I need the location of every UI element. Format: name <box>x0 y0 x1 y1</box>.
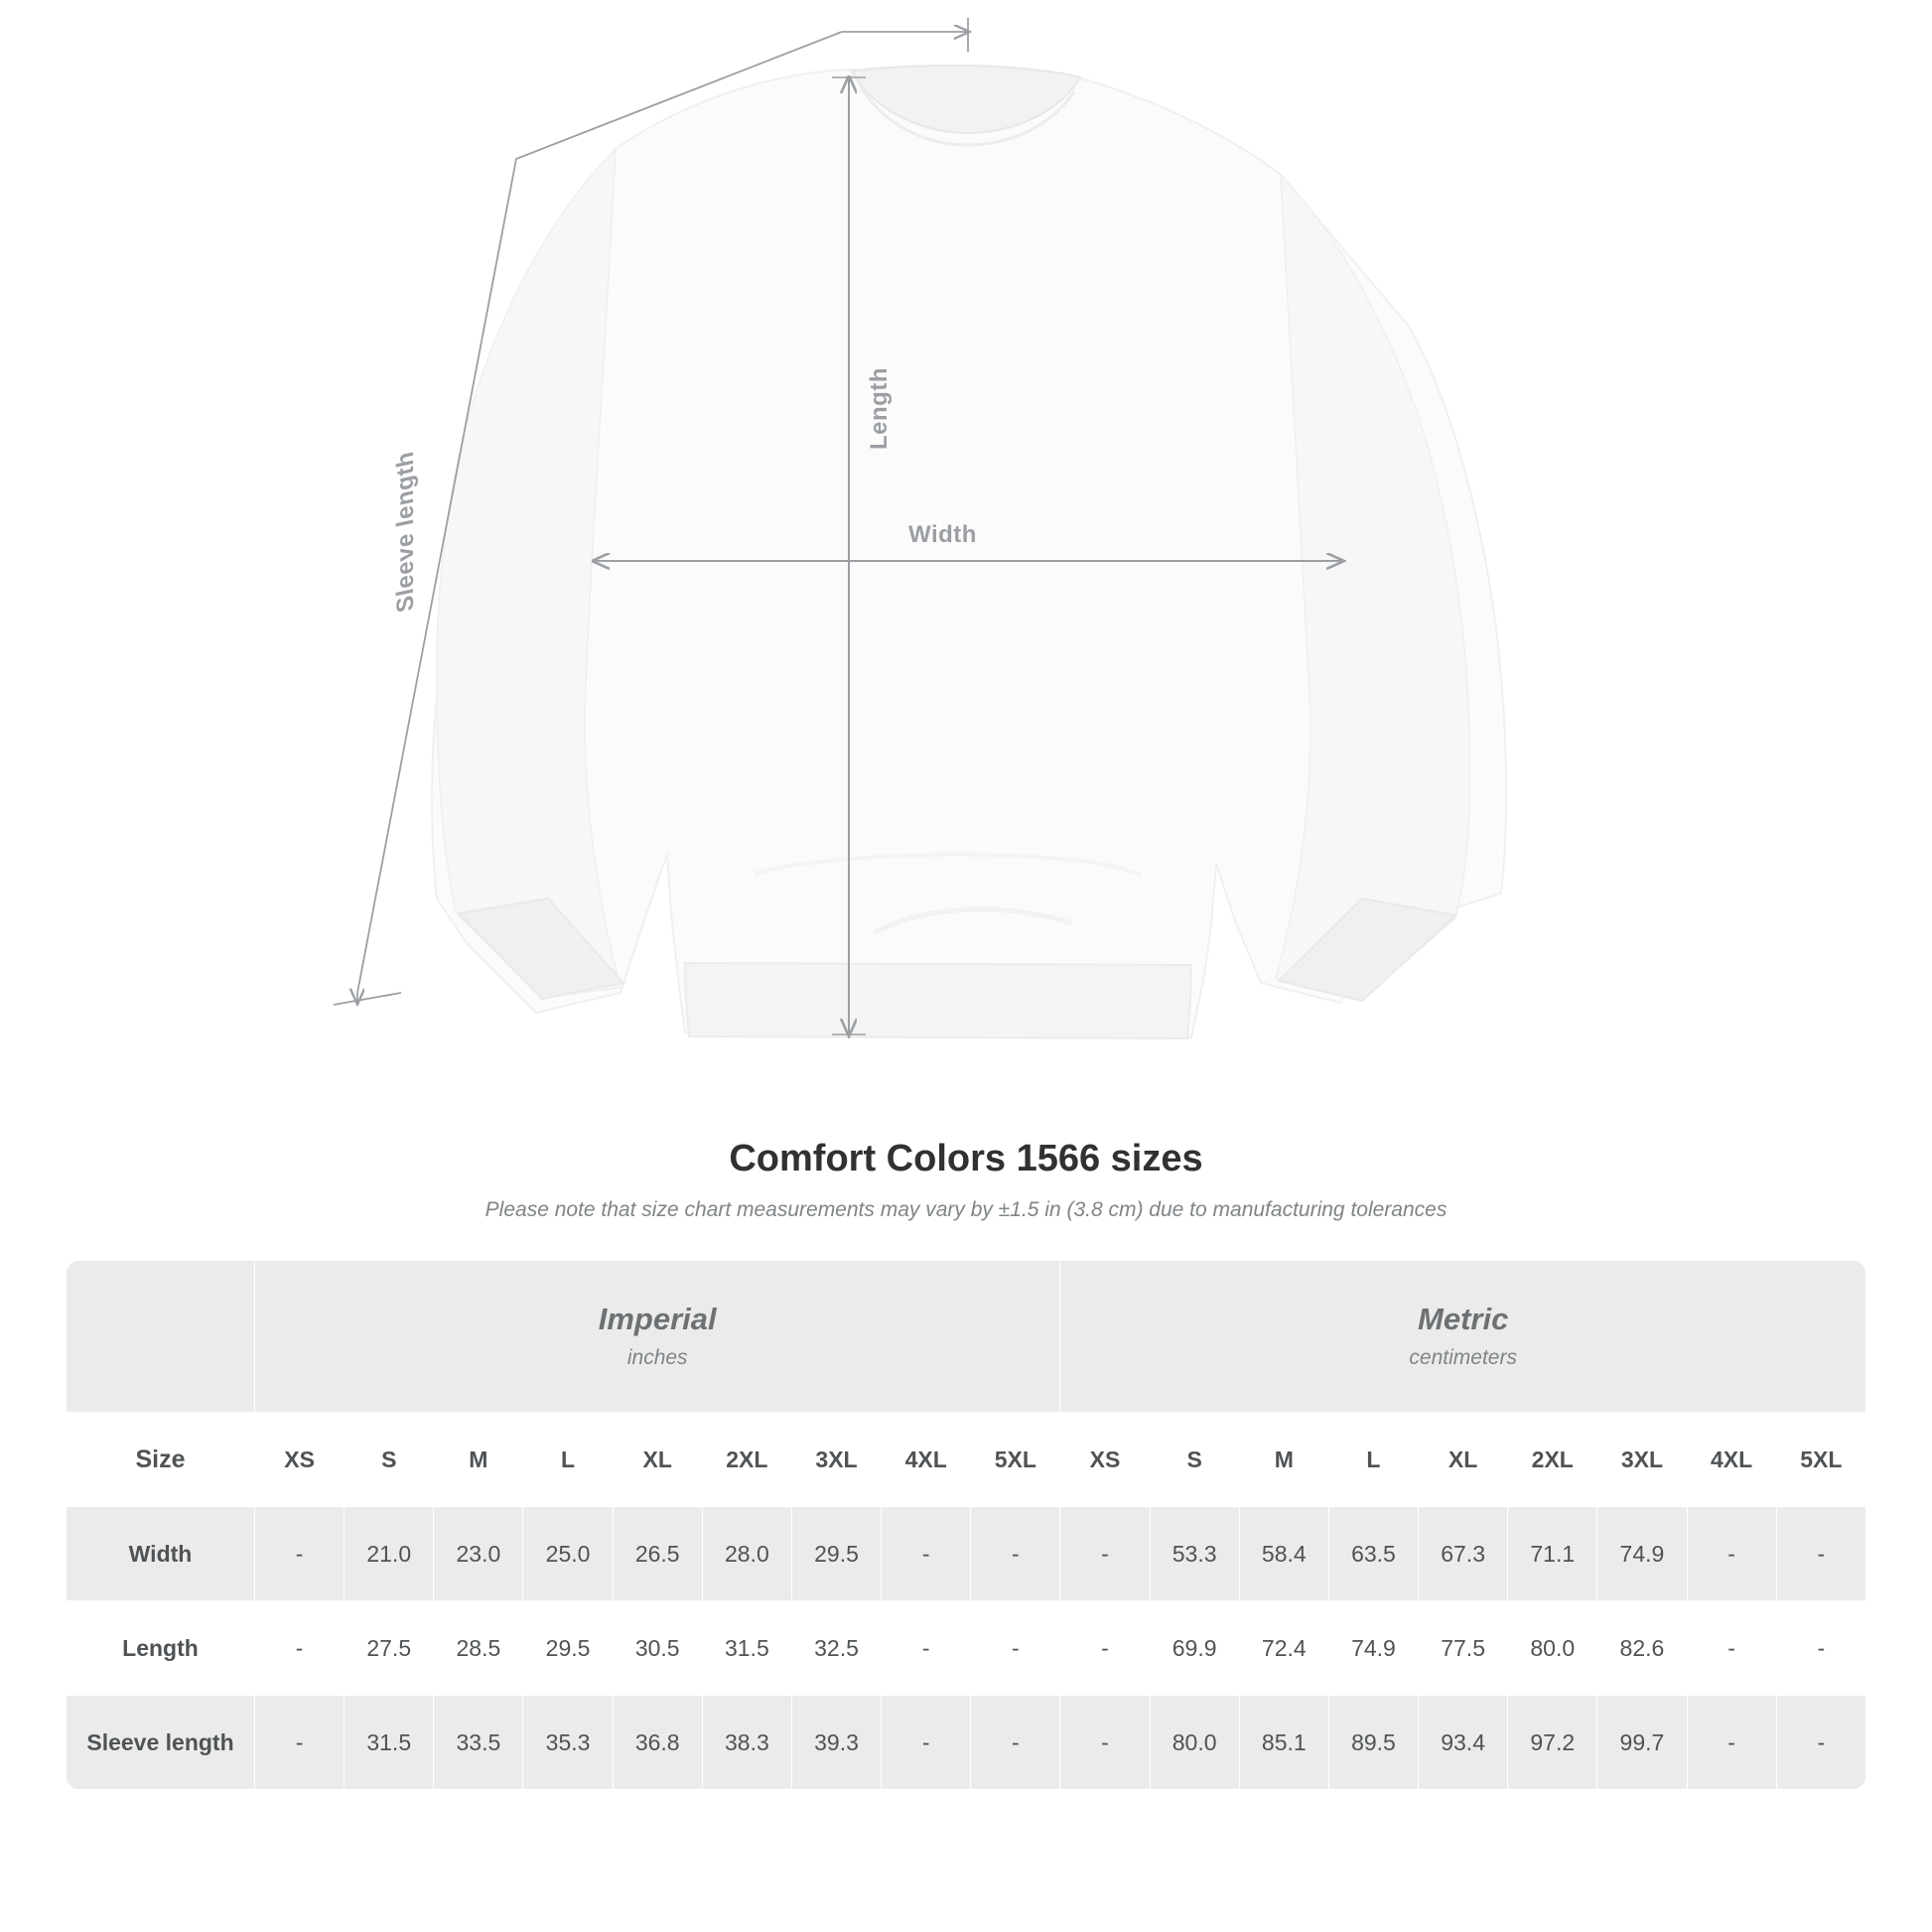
length-imperial-l: 29.5 <box>523 1601 613 1696</box>
header-metric-m: M <box>1239 1413 1328 1507</box>
sleeve-metric-xl: 93.4 <box>1419 1696 1508 1790</box>
imperial-name: Imperial <box>598 1301 717 1336</box>
sleeve-imperial-xs: - <box>255 1696 345 1790</box>
width-imperial-4xl: - <box>882 1507 971 1601</box>
length-imperial-xl: 30.5 <box>613 1601 702 1696</box>
width-imperial-s: 21.0 <box>345 1507 434 1601</box>
width-imperial-m: 23.0 <box>434 1507 523 1601</box>
unit-header-imperial <box>255 1261 1060 1413</box>
sleeve-metric-2xl: 97.2 <box>1508 1696 1597 1790</box>
length-metric-s: 69.9 <box>1150 1601 1239 1696</box>
length-imperial-5xl: - <box>971 1601 1060 1696</box>
unit-header-spacer <box>67 1261 255 1413</box>
length-metric-3xl: 82.6 <box>1597 1601 1687 1696</box>
header-imperial-5xl: 5XL <box>971 1413 1060 1507</box>
header-imperial-xs: XS <box>255 1413 345 1507</box>
length-imperial-4xl: - <box>882 1601 971 1696</box>
width-imperial-2xl: 28.0 <box>702 1507 791 1601</box>
length-metric-l: 74.9 <box>1328 1601 1418 1696</box>
width-metric-l: 63.5 <box>1328 1507 1418 1601</box>
sleeve-metric-xs: - <box>1060 1696 1150 1790</box>
sleeve-imperial-m: 33.5 <box>434 1696 523 1790</box>
sleeve-metric-5xl: - <box>1776 1696 1865 1790</box>
header-metric-5xl: 5XL <box>1776 1413 1865 1507</box>
unit-header-metric <box>1060 1261 1866 1413</box>
sleeve-imperial-xl: 36.8 <box>613 1696 702 1790</box>
sleeve-length-label: Sleeve length <box>392 449 419 616</box>
sleeve-imperial-4xl: - <box>882 1696 971 1790</box>
header-metric-4xl: 4XL <box>1687 1413 1776 1507</box>
length-metric-2xl: 80.0 <box>1508 1601 1597 1696</box>
length-metric-4xl: - <box>1687 1601 1776 1696</box>
sleeve-imperial-l: 35.3 <box>523 1696 613 1790</box>
header-imperial-3xl: 3XL <box>791 1413 881 1507</box>
table-row <box>67 1507 1866 1601</box>
sleeve-metric-4xl: - <box>1687 1696 1776 1790</box>
sleeve-metric-m: 85.1 <box>1239 1696 1328 1790</box>
sleeve-imperial-3xl: 39.3 <box>791 1696 881 1790</box>
row-label-length: Length <box>67 1601 255 1696</box>
length-metric-xl: 77.5 <box>1419 1601 1508 1696</box>
length-imperial-2xl: 31.5 <box>702 1601 791 1696</box>
width-imperial-l: 25.0 <box>523 1507 613 1601</box>
header-imperial-4xl: 4XL <box>882 1413 971 1507</box>
width-metric-3xl: 74.9 <box>1597 1507 1687 1601</box>
length-imperial-s: 27.5 <box>345 1601 434 1696</box>
length-imperial-3xl: 32.5 <box>791 1601 881 1696</box>
header-metric-2xl: 2XL <box>1508 1413 1597 1507</box>
header-imperial-xl: XL <box>613 1413 702 1507</box>
header-metric-l: L <box>1328 1413 1418 1507</box>
row-label-sleeve-length: Sleeve length <box>67 1696 255 1790</box>
length-label: Length <box>866 367 893 450</box>
size-header-row <box>67 1413 1866 1507</box>
sleeve-metric-3xl: 99.7 <box>1597 1696 1687 1790</box>
table-row <box>67 1696 1866 1790</box>
metric-sub: centimeters <box>1409 1346 1517 1370</box>
width-metric-xs: - <box>1060 1507 1150 1601</box>
size-table-wrapper <box>66 1260 1866 1790</box>
metric-name: Metric <box>1418 1301 1509 1336</box>
sweatshirt-shape <box>432 66 1506 1038</box>
width-metric-4xl: - <box>1687 1507 1776 1601</box>
length-metric-m: 72.4 <box>1239 1601 1328 1696</box>
sleeve-imperial-s: 31.5 <box>345 1696 434 1790</box>
length-metric-5xl: - <box>1776 1601 1865 1696</box>
tolerance-note: Please note that size chart measurements may vary by ±1.5 in (3.8 cm) due to manufacturing tolerances <box>484 1198 1448 1221</box>
sleeve-imperial-5xl: - <box>971 1696 1060 1790</box>
header-imperial-l: L <box>523 1413 613 1507</box>
sleeve-metric-l: 89.5 <box>1328 1696 1418 1790</box>
width-label: Width <box>908 521 977 548</box>
row-label-width: Width <box>67 1507 255 1601</box>
width-imperial-xl: 26.5 <box>613 1507 702 1601</box>
width-imperial-5xl: - <box>971 1507 1060 1601</box>
length-imperial-xs: - <box>255 1601 345 1696</box>
size-table <box>66 1260 1866 1790</box>
unit-header-row <box>67 1261 1866 1413</box>
header-metric-s: S <box>1150 1413 1239 1507</box>
header-metric-3xl: 3XL <box>1597 1413 1687 1507</box>
width-metric-5xl: - <box>1776 1507 1865 1601</box>
width-metric-2xl: 71.1 <box>1508 1507 1597 1601</box>
sleeve-metric-s: 80.0 <box>1150 1696 1239 1790</box>
width-imperial-3xl: 29.5 <box>791 1507 881 1601</box>
header-imperial-2xl: 2XL <box>702 1413 791 1507</box>
width-metric-s: 53.3 <box>1150 1507 1239 1601</box>
header-imperial-s: S <box>345 1413 434 1507</box>
header-metric-xl: XL <box>1419 1413 1508 1507</box>
header-imperial-m: M <box>434 1413 523 1507</box>
header-size: Size <box>67 1413 255 1507</box>
header-metric-xs: XS <box>1060 1413 1150 1507</box>
imperial-sub: inches <box>626 1346 688 1370</box>
table-row <box>67 1601 1866 1696</box>
length-metric-xs: - <box>1060 1601 1150 1696</box>
width-imperial-xs: - <box>255 1507 345 1601</box>
width-metric-m: 58.4 <box>1239 1507 1328 1601</box>
page-title: Comfort Colors 1566 sizes <box>729 1138 1203 1179</box>
width-metric-xl: 67.3 <box>1419 1507 1508 1601</box>
sleeve-imperial-2xl: 38.3 <box>702 1696 791 1790</box>
length-imperial-m: 28.5 <box>434 1601 523 1696</box>
